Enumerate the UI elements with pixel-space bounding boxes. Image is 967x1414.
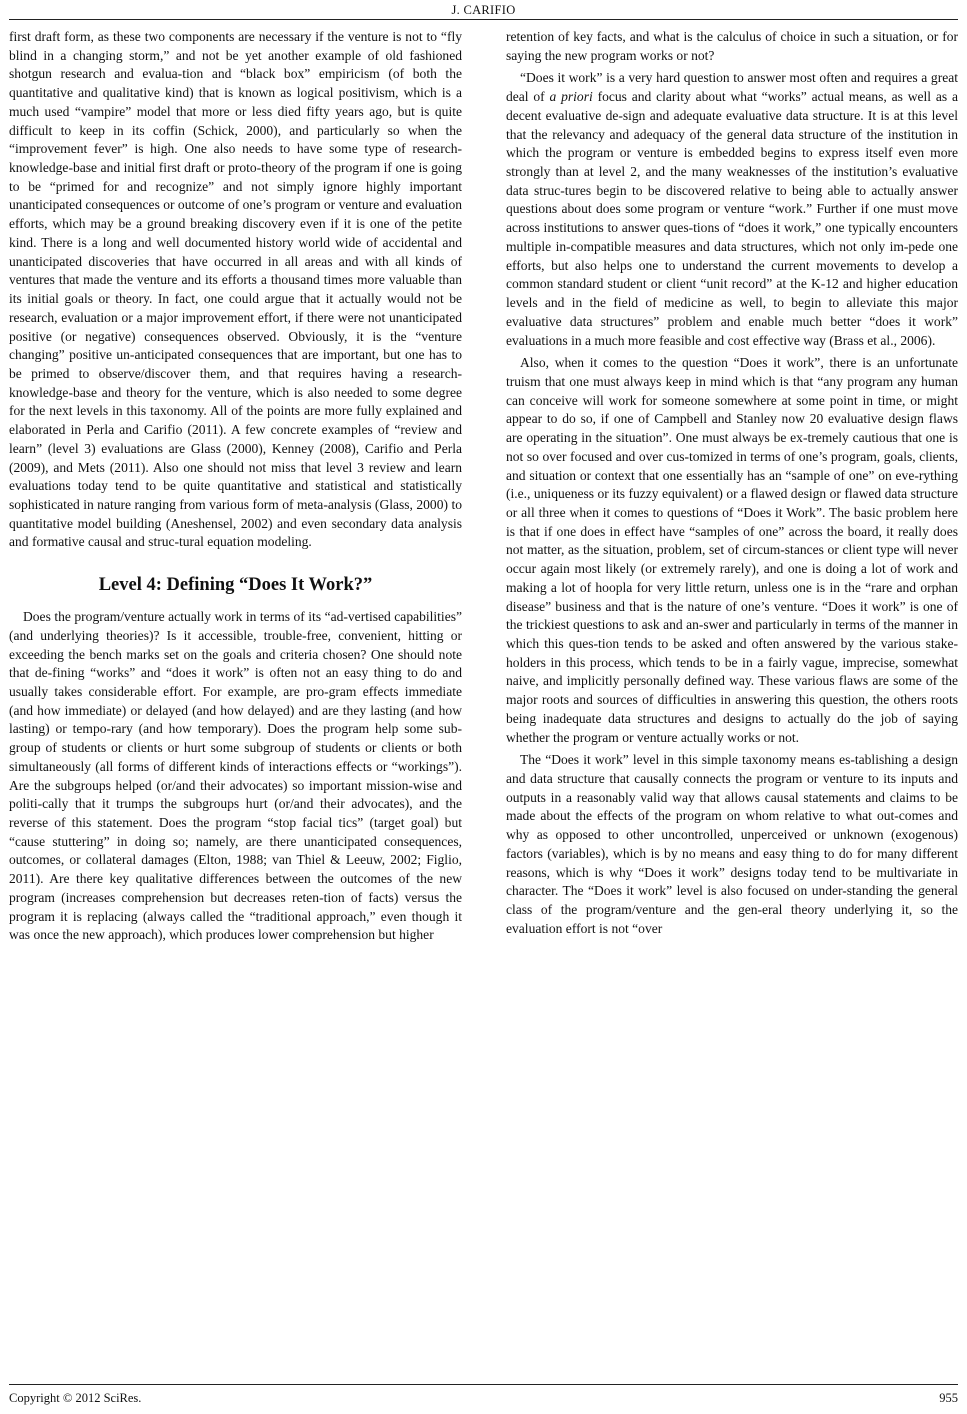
right-column — [506, 28, 958, 939]
running-head: J. CARIFIO — [451, 3, 516, 17]
left-column — [9, 28, 462, 945]
italic-term: a priori — [549, 89, 593, 105]
section-heading: Level 4: Defining “Does It Work?” — [98, 575, 373, 596]
body-paragraph: first draft form, as these two components are necessary if the venture is not to “fly blind in a changing storm,” and not be yet another example of old fashioned shotgun research and evalua-tion and “black box” empiricism (of both the quantitative and qualitative kind) that is known as logical positivism, which is a much used “vampire” model that more or less died fifty years ago, but is quite difficult to keep in its coffin (Schick, 2000), and particularly so when the “improvement fever” is high. One also needs to have some type of research-knowledge-base and initial first draft or proto-theory of the program if one is going to be “primed for and recognize” and not simply ignore highly important unanticipated consequences or outcome of one’s program or venture and evaluation efforts, which may be a ground breaking discovery even if it is one of the petite kind. There is a long and well documented history world wide of accidental and unanticipated discoveries that have occurred in all areas and with all kinds of ventures that made the venture and its efforts a thousand times more valuable than its initial goals or theory. In fact, one could argue that it actually would not be research, evaluation or a major improvement effort, if there were not unanticipated positive (or negative) consequences observed. Obviously, it is the “venture changing” positive un-anticipated consequences that are important, but one has to be primed to observe/discover them, and that requires having a research-knowledge-base and theory for the venture, which is also needed to some degree for the next levels in this taxonomy. All of the points are more fully explained and elaborated in Perla and Carifio (2011). A few concrete examples of “review and learn” (level 3) evaluations are Glass (2000), Kenney (2008), Carifio and Perla (2009), and Mets (2011). Also one should not miss that level 3 review and learn evaluations today tend to be quite quantitative and statistical and statistically sophisticated in nature ranging from various form of meta-analysis (Glass, 2000) to quantitative model building (Aneshensel, 2002) and even secondary data analysis and formative causal and struc-tural equation modeling. — [9, 29, 462, 550]
text-run: “Does it work” is a very hard question to answer most often and requires a great deal of — [506, 70, 958, 105]
copyright-notice: Copyright © 2012 SciRes. — [9, 1391, 142, 1405]
footer-divider — [9, 1384, 958, 1385]
page-number: 955 — [939, 1391, 958, 1405]
text-run: focus and clarity about what “works” actual means, as well as a decent evaluative de-sign and adequate evaluative data structure. It is at this level that the relevancy and adequacy of the general data structure of the institution in which the program or venture is embedded begins to express itself even more strongly than at level 2, and the many weaknesses of the institution’s evaluative data struc-tures begin to be discovered relative to being able to actually answer questions about does some program or venture “work.” Further if one must move across institutions to answer ques-tions of “does it work,” one typically encounters multiple in-compatible measures and data structures, which not only im-pede one efforts, but also helps one to understand the current movements to develop a common standard student or client “unit record” at the K-12 and higher education levels and in the field of medicine as well, to begin to alleviate this major evaluative data structures” problem and enable much better “does it work” evaluations in a much more feasible and cost effective way (Brass et al., 2006). — [506, 89, 959, 348]
body-paragraph — [506, 69, 958, 350]
body-paragraph: Also, when it comes to the question “Does it work”, there is an unfortunate truism that one must always keep in mind which is that “any program any human can conceive will work for someone somewhere at some point in time, or might appear to do so, if one of Campbell and Stanley now 20 evaluative design flaws are operating in the situation”. One must always be ex-tremely cautious that one is not so over focused and over cus-tomized in terms of one’s program, goals, clients, and situation or context that one essentially has an “sample of one” on eve-rything (i.e., uniqueness or its fuzzy equivalent) or a flawed design or flawed data structure or all three when it comes to questions of “Does it Work”. The basic problem here is that if one does in effect have “samples of one” across the board, it really does not matter, as the situation, problem, set of circum-stances or client type will never occur again most likely (or extremely rarely), and one is doing a lot of work and making a lot of hoopla for very little return, unless one is in the “rare and orphan disease” business and that is the nature of one’s venture. “Does it work” is one of the trickiest questions to ask and an-swer and particularly in terms of the manner in which this ques-tion tends to be asked and often answered by the various stake-holders in this process, which tends to be in a fairly vague, imprecise, somewhat naive, and implicitly personally defined way. These various flaws are some of the major roots and sources of difficulties in answering this question, the others roots being inadequate data structures and designs to actually do the job of saying whether the program or venture actually works or not. — [506, 355, 958, 745]
body-paragraph: The “Does it work” level in this simple taxonomy means es-tablishing a design and data structure that causally connects the program or venture to its inputs and outputs in a reasonably valid way that allows causal statements and claims to be made about the effects of the program on whom relative to what out-comes and why as opposed to other uncontrolled, unperceived or unknown (exogenous) factors (variables), which is by no means and easy thing to do for many different reasons, which is why “Does it work” designs today tend to be multivariate in character. The “Does it work” level is also focused on under-standing the general class of the program/venture and the gen-eral theory underlying it, so the evaluation effort is not “over — [506, 752, 958, 936]
header-divider — [9, 19, 958, 20]
body-paragraph: retention of key facts, and what is the calculus of choice in such a situation, or for saying the new program works or not? — [506, 29, 958, 63]
body-paragraph: Does the program/venture actually work in terms of its “ad-vertised capabilities” (and underlying theories)? Is it accessible, trouble-free, convenient, hitting or exceeding the bench marks set on the goals and criteria chosen? One should note that de-fining “works” and “does it work” is often not an easy thing to do and usually takes considerable effort. For example, are pro-gram effects immediate (and how immediate) or delayed (and how delayed) and are they lasting (and how lasting) or tempo-rary (and how temporary). Does the program help some sub-group of students or clients or hurt some subgroup of students or clients or both simultaneously (all forms of different kinds of interactions effects or “workings”). Are the subgroups helped (or/and their advocates) so important mission-wise and politi-cally that it trumps the subgroups hurt (or/and their advocates), and the reverse of this statement. Does the program “stop facial tics” (target goal) but “cause stuttering” in doing so; namely, are there unanticipated consequences, outcomes, or collateral damages (Elton, 1988; van Thiel & Leeuw, 2002; Figlio, 2011). Are there key qualitative differences between the outcomes of the new program (increases comprehension but decreases reten-tion of facts) versus the program it is replacing (always called the “traditional approach,” even though it was once the new approach), which produces lower comprehension but higher — [9, 609, 462, 943]
